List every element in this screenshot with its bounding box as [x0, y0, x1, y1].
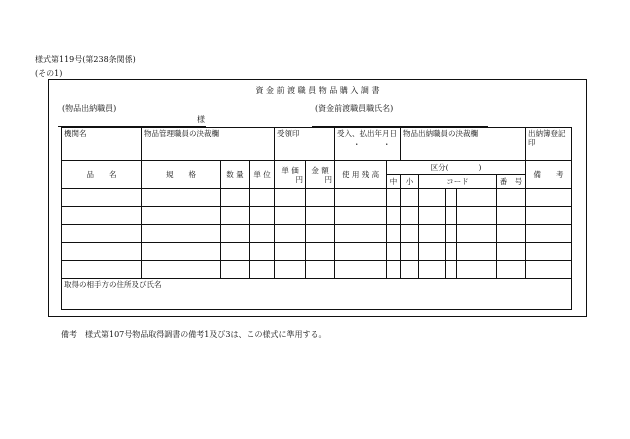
col-small-header: 小 — [401, 175, 419, 189]
manager-decision-cell[interactable] — [142, 128, 275, 161]
code-cell-2[interactable] — [446, 189, 457, 207]
number-cell[interactable] — [497, 207, 526, 225]
counterparty-cell[interactable] — [62, 279, 572, 310]
col-classification-header: 区分( ) — [387, 161, 526, 175]
quantity-cell[interactable] — [221, 261, 250, 279]
spec-cell[interactable] — [142, 189, 221, 207]
spec-cell[interactable] — [142, 207, 221, 225]
custodian-decision-cell[interactable] — [401, 128, 526, 161]
remarks-cell[interactable] — [526, 243, 572, 261]
custodian-decision-label: 物品出納職員の決裁欄 — [403, 129, 479, 138]
code-cell-1[interactable] — [419, 207, 446, 225]
date-dots: ・ ・ — [353, 140, 391, 149]
date-cell[interactable] — [335, 128, 401, 161]
counterparty-label: 取得の相手方の住所及び氏名 — [64, 280, 162, 289]
code-cell-1[interactable] — [419, 243, 446, 261]
middle-cell[interactable] — [387, 189, 401, 207]
code-cell-2[interactable] — [446, 225, 457, 243]
code-cell-3[interactable] — [457, 261, 497, 279]
code-cell-2[interactable] — [446, 243, 457, 261]
unit-cell[interactable] — [250, 225, 275, 243]
item-cell[interactable] — [62, 207, 142, 225]
receipt-seal-cell[interactable] — [275, 128, 335, 161]
col-unit-header: 単 位 — [250, 161, 275, 189]
unit-price-yen: 円 — [295, 174, 304, 184]
small-cell[interactable] — [401, 207, 419, 225]
unit-cell[interactable] — [250, 207, 275, 225]
code-cell-2[interactable] — [446, 261, 457, 279]
code-cell-3[interactable] — [457, 225, 497, 243]
receipt-seal-label: 受領印 — [277, 129, 300, 138]
form-note: 備考 様式第107号物品取得調書の備考1及び3は、この様式に準用する。 — [61, 330, 327, 339]
col-item-header: 品 名 — [62, 161, 142, 189]
col-spec-header: 規 格 — [142, 161, 221, 189]
code-cell-1[interactable] — [419, 261, 446, 279]
manager-decision-label: 物品管理職員の決裁欄 — [144, 129, 219, 138]
item-cell[interactable] — [62, 189, 142, 207]
agency-name-label: 機関名 — [64, 129, 87, 138]
advance-officer-label: (資金前渡職員職氏名) — [315, 104, 394, 113]
counterparty-row — [62, 279, 572, 310]
honorific-sama: 様 — [197, 115, 205, 124]
spec-cell[interactable] — [142, 243, 221, 261]
code-cell-1[interactable] — [419, 225, 446, 243]
table-row — [62, 261, 572, 279]
number-cell[interactable] — [497, 189, 526, 207]
custodian-label: (物品出納職員) — [62, 104, 117, 113]
unit-cell[interactable] — [250, 243, 275, 261]
amount-yen: 円 — [324, 174, 333, 184]
table-row — [62, 225, 572, 243]
unit-cell[interactable] — [250, 189, 275, 207]
unit-price-cell[interactable] — [275, 189, 306, 207]
unit-cell[interactable] — [250, 261, 275, 279]
remarks-cell[interactable] — [526, 207, 572, 225]
table-row — [62, 207, 572, 225]
agency-name-cell[interactable] — [62, 128, 142, 161]
ledger-seal-label: 出納簿登記 — [528, 129, 566, 138]
code-cell-3[interactable] — [457, 189, 497, 207]
col-remarks-header: 備 考 — [526, 161, 572, 189]
code-cell-3[interactable] — [457, 243, 497, 261]
quantity-cell[interactable] — [221, 225, 250, 243]
item-cell[interactable] — [62, 243, 142, 261]
col-unit-price-header — [275, 161, 306, 189]
col-amount-header — [306, 161, 335, 189]
middle-cell[interactable] — [387, 225, 401, 243]
small-cell[interactable] — [401, 261, 419, 279]
ledger-seal-label-2: 印 — [528, 138, 536, 147]
middle-cell[interactable] — [387, 243, 401, 261]
number-cell[interactable] — [497, 261, 526, 279]
col-middle-header: 中 — [387, 175, 401, 189]
middle-cell[interactable] — [387, 207, 401, 225]
amount-label: 金 額 — [311, 165, 329, 175]
remarks-cell[interactable] — [526, 225, 572, 243]
code-cell-3[interactable] — [457, 207, 497, 225]
amount-cell[interactable] — [306, 243, 335, 261]
amount-cell[interactable] — [306, 207, 335, 225]
quantity-cell[interactable] — [221, 207, 250, 225]
col-balance-header: 使 用 残 高 — [335, 161, 387, 189]
unit-price-label: 単 価 — [281, 165, 299, 175]
col-code-header: コード — [419, 175, 497, 189]
col-number-header: 番 号 — [497, 175, 526, 189]
number-cell[interactable] — [497, 225, 526, 243]
code-cell-2[interactable] — [446, 207, 457, 225]
code-cell-1[interactable] — [419, 189, 446, 207]
quantity-cell[interactable] — [221, 189, 250, 207]
small-cell[interactable] — [401, 243, 419, 261]
balance-cell[interactable] — [335, 225, 387, 243]
middle-cell[interactable] — [387, 261, 401, 279]
amount-cell[interactable] — [306, 189, 335, 207]
unit-price-cell[interactable] — [275, 207, 306, 225]
item-cell[interactable] — [62, 225, 142, 243]
unit-price-cell[interactable] — [275, 225, 306, 243]
purchase-table — [61, 127, 572, 310]
balance-cell[interactable] — [335, 207, 387, 225]
decision-row — [62, 128, 572, 161]
spec-cell[interactable] — [142, 225, 221, 243]
ledger-seal-cell[interactable] — [526, 128, 572, 161]
date-label: 受入、払出年月日 — [337, 129, 398, 138]
unit-price-cell[interactable] — [275, 243, 306, 261]
remarks-cell[interactable] — [526, 189, 572, 207]
quantity-cell[interactable] — [221, 243, 250, 261]
spec-cell[interactable] — [142, 261, 221, 279]
item-cell[interactable] — [62, 261, 142, 279]
table-row — [62, 243, 572, 261]
form-number: 様式第119号(第238条関係) — [35, 55, 136, 64]
balance-cell[interactable] — [335, 189, 387, 207]
unit-price-cell[interactable] — [275, 261, 306, 279]
balance-cell[interactable] — [335, 261, 387, 279]
column-header-row-1 — [62, 161, 572, 175]
small-cell[interactable] — [401, 189, 419, 207]
amount-cell[interactable] — [306, 261, 335, 279]
small-cell[interactable] — [401, 225, 419, 243]
balance-cell[interactable] — [335, 243, 387, 261]
number-cell[interactable] — [497, 243, 526, 261]
amount-cell[interactable] — [306, 225, 335, 243]
table-row — [62, 189, 572, 207]
form-part: (その1) — [35, 69, 63, 78]
form-title: 資 金 前 渡 職 員 物 品 購 入 調 書 — [255, 86, 380, 95]
col-quantity-header: 数 量 — [221, 161, 250, 189]
remarks-cell[interactable] — [526, 261, 572, 279]
